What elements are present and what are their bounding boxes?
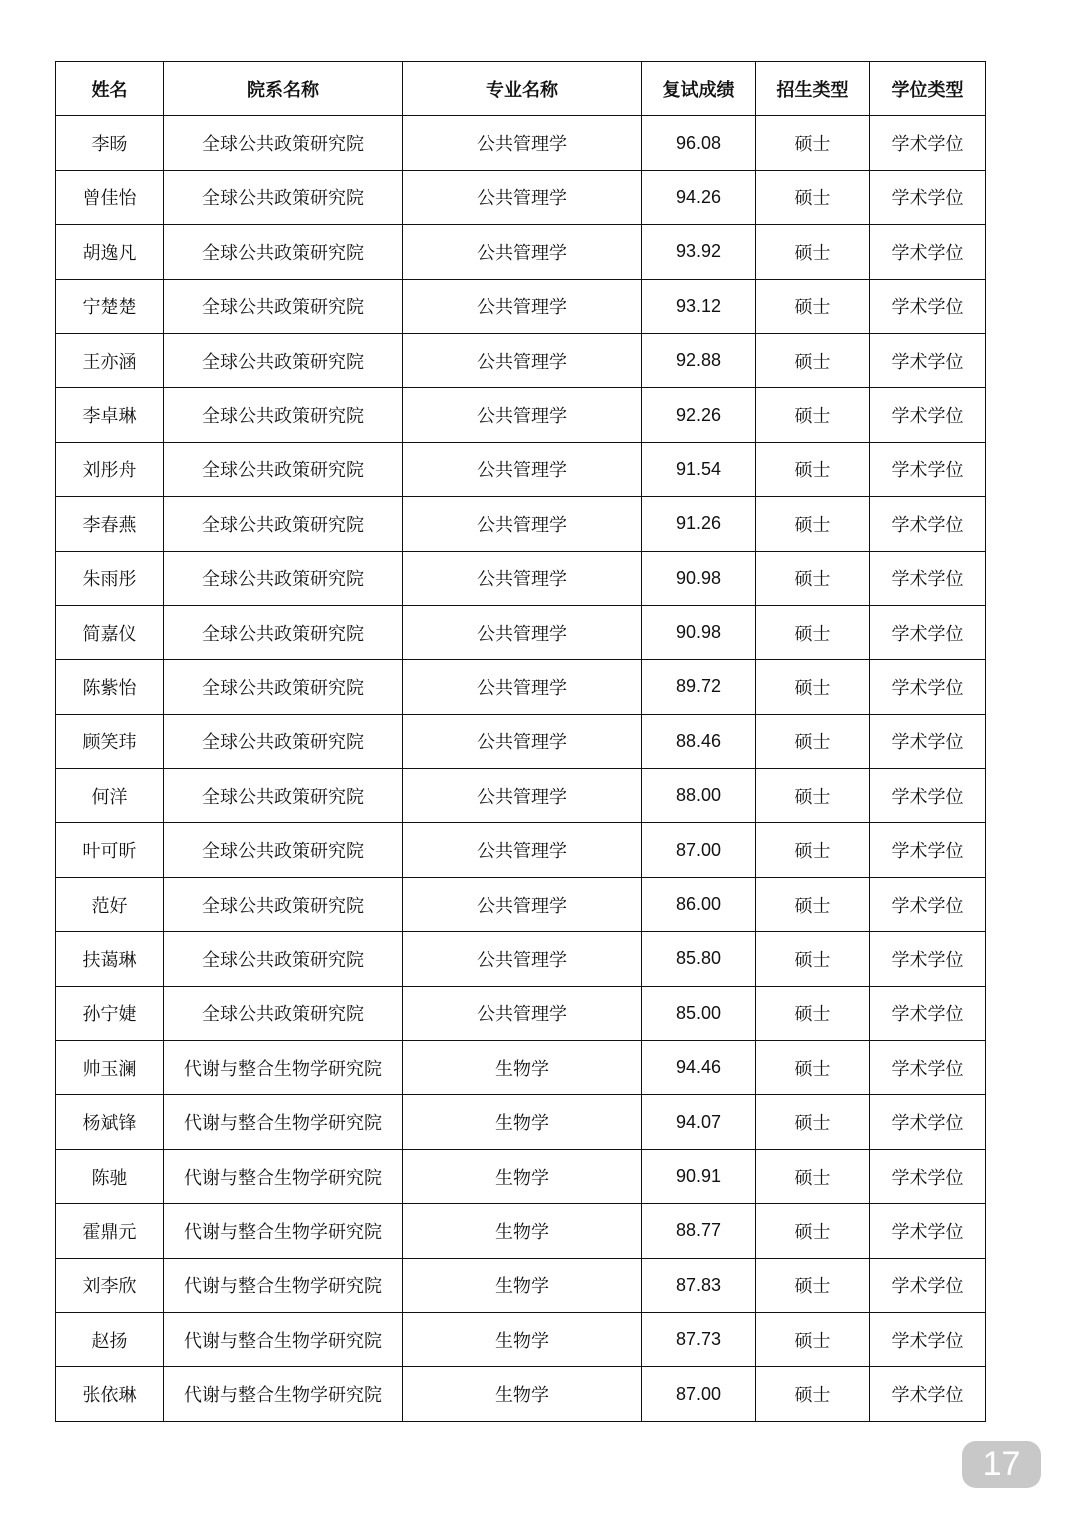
cell-department: 全球公共政策研究院: [164, 986, 403, 1040]
cell-retest-score: 91.26: [642, 497, 756, 551]
cell-degree-type: 学术学位: [870, 1095, 986, 1149]
cell-degree-type: 学术学位: [870, 877, 986, 931]
cell-department: 代谢与整合生物学研究院: [164, 1149, 403, 1203]
cell-major: 公共管理学: [403, 605, 642, 659]
cell-major: 生物学: [403, 1258, 642, 1312]
admission-score-table: [55, 61, 986, 1422]
cell-name: 陈驰: [56, 1149, 164, 1203]
cell-enrollment-type: 硕士: [756, 1204, 870, 1258]
cell-retest-score: 88.77: [642, 1204, 756, 1258]
table-row: [56, 279, 986, 333]
cell-name: 霍鼎元: [56, 1204, 164, 1258]
table-header-row: [56, 62, 986, 116]
cell-enrollment-type: 硕士: [756, 333, 870, 387]
cell-major: 公共管理学: [403, 932, 642, 986]
cell-degree-type: 学术学位: [870, 605, 986, 659]
table-row: [56, 551, 986, 605]
cell-retest-score: 96.08: [642, 116, 756, 170]
cell-department: 全球公共政策研究院: [164, 333, 403, 387]
cell-enrollment-type: 硕士: [756, 1312, 870, 1366]
cell-department: 全球公共政策研究院: [164, 660, 403, 714]
table-row: [56, 660, 986, 714]
table-row: [56, 1149, 986, 1203]
cell-retest-score: 94.46: [642, 1041, 756, 1095]
cell-department: 全球公共政策研究院: [164, 116, 403, 170]
cell-enrollment-type: 硕士: [756, 388, 870, 442]
cell-retest-score: 93.92: [642, 225, 756, 279]
cell-enrollment-type: 硕士: [756, 279, 870, 333]
cell-retest-score: 90.98: [642, 605, 756, 659]
cell-enrollment-type: 硕士: [756, 116, 870, 170]
cell-degree-type: 学术学位: [870, 1312, 986, 1366]
cell-department: 代谢与整合生物学研究院: [164, 1041, 403, 1095]
cell-department: 全球公共政策研究院: [164, 823, 403, 877]
table-body: [56, 116, 986, 1421]
cell-major: 生物学: [403, 1204, 642, 1258]
cell-name: 何洋: [56, 769, 164, 823]
header-enrollment-type: 招生类型: [756, 62, 870, 116]
cell-department: 全球公共政策研究院: [164, 877, 403, 931]
cell-name: 曾佳怡: [56, 170, 164, 224]
cell-retest-score: 88.46: [642, 714, 756, 768]
table-row: [56, 116, 986, 170]
cell-name: 胡逸凡: [56, 225, 164, 279]
table-row: [56, 1312, 986, 1366]
cell-retest-score: 93.12: [642, 279, 756, 333]
table-row: [56, 932, 986, 986]
table-row: [56, 986, 986, 1040]
cell-name: 扶蔼琳: [56, 932, 164, 986]
cell-major: 公共管理学: [403, 442, 642, 496]
cell-department: 全球公共政策研究院: [164, 442, 403, 496]
table-row: [56, 1258, 986, 1312]
page-number-badge: 17: [962, 1441, 1041, 1488]
cell-name: 刘李欣: [56, 1258, 164, 1312]
cell-degree-type: 学术学位: [870, 551, 986, 605]
cell-name: 张依琳: [56, 1367, 164, 1421]
cell-enrollment-type: 硕士: [756, 442, 870, 496]
cell-degree-type: 学术学位: [870, 660, 986, 714]
cell-major: 生物学: [403, 1312, 642, 1366]
cell-degree-type: 学术学位: [870, 170, 986, 224]
cell-enrollment-type: 硕士: [756, 170, 870, 224]
cell-degree-type: 学术学位: [870, 442, 986, 496]
cell-retest-score: 88.00: [642, 769, 756, 823]
cell-department: 全球公共政策研究院: [164, 170, 403, 224]
table-row: [56, 714, 986, 768]
cell-department: 全球公共政策研究院: [164, 932, 403, 986]
cell-retest-score: 87.73: [642, 1312, 756, 1366]
cell-name: 杨斌锋: [56, 1095, 164, 1149]
cell-name: 陈紫怡: [56, 660, 164, 714]
cell-name: 孙宁婕: [56, 986, 164, 1040]
table-row: [56, 225, 986, 279]
header-degree-type: 学位类型: [870, 62, 986, 116]
cell-retest-score: 89.72: [642, 660, 756, 714]
cell-major: 公共管理学: [403, 388, 642, 442]
cell-degree-type: 学术学位: [870, 1204, 986, 1258]
table-row: [56, 170, 986, 224]
cell-major: 公共管理学: [403, 714, 642, 768]
cell-name: 刘彤舟: [56, 442, 164, 496]
cell-name: 赵扬: [56, 1312, 164, 1366]
cell-degree-type: 学术学位: [870, 714, 986, 768]
cell-retest-score: 90.98: [642, 551, 756, 605]
header-major: 专业名称: [403, 62, 642, 116]
cell-retest-score: 87.00: [642, 823, 756, 877]
cell-department: 全球公共政策研究院: [164, 551, 403, 605]
cell-name: 李旸: [56, 116, 164, 170]
table-row: [56, 1367, 986, 1421]
cell-department: 代谢与整合生物学研究院: [164, 1095, 403, 1149]
cell-major: 生物学: [403, 1149, 642, 1203]
cell-enrollment-type: 硕士: [756, 1149, 870, 1203]
cell-name: 范好: [56, 877, 164, 931]
cell-name: 帅玉澜: [56, 1041, 164, 1095]
cell-degree-type: 学术学位: [870, 769, 986, 823]
cell-major: 公共管理学: [403, 225, 642, 279]
cell-enrollment-type: 硕士: [756, 1041, 870, 1095]
table-row: [56, 333, 986, 387]
cell-major: 公共管理学: [403, 986, 642, 1040]
cell-degree-type: 学术学位: [870, 986, 986, 1040]
cell-retest-score: 94.07: [642, 1095, 756, 1149]
cell-name: 叶可昕: [56, 823, 164, 877]
cell-major: 生物学: [403, 1041, 642, 1095]
cell-degree-type: 学术学位: [870, 225, 986, 279]
cell-department: 代谢与整合生物学研究院: [164, 1367, 403, 1421]
cell-retest-score: 86.00: [642, 877, 756, 931]
cell-retest-score: 94.26: [642, 170, 756, 224]
cell-enrollment-type: 硕士: [756, 769, 870, 823]
cell-degree-type: 学术学位: [870, 279, 986, 333]
cell-retest-score: 90.91: [642, 1149, 756, 1203]
cell-department: 全球公共政策研究院: [164, 769, 403, 823]
cell-enrollment-type: 硕士: [756, 660, 870, 714]
cell-enrollment-type: 硕士: [756, 497, 870, 551]
cell-degree-type: 学术学位: [870, 333, 986, 387]
table-row: [56, 442, 986, 496]
cell-name: 李卓琳: [56, 388, 164, 442]
cell-retest-score: 92.26: [642, 388, 756, 442]
cell-major: 公共管理学: [403, 279, 642, 333]
table-row: [56, 1041, 986, 1095]
cell-major: 公共管理学: [403, 769, 642, 823]
cell-department: 代谢与整合生物学研究院: [164, 1312, 403, 1366]
cell-name: 朱雨彤: [56, 551, 164, 605]
cell-major: 公共管理学: [403, 823, 642, 877]
cell-department: 全球公共政策研究院: [164, 225, 403, 279]
cell-name: 宁楚楚: [56, 279, 164, 333]
cell-retest-score: 85.00: [642, 986, 756, 1040]
cell-degree-type: 学术学位: [870, 116, 986, 170]
cell-department: 全球公共政策研究院: [164, 388, 403, 442]
cell-major: 公共管理学: [403, 551, 642, 605]
cell-major: 公共管理学: [403, 877, 642, 931]
cell-name: 简嘉仪: [56, 605, 164, 659]
table-row: [56, 1204, 986, 1258]
cell-major: 公共管理学: [403, 333, 642, 387]
header-retest-score: 复试成绩: [642, 62, 756, 116]
cell-major: 公共管理学: [403, 116, 642, 170]
header-name: 姓名: [56, 62, 164, 116]
cell-enrollment-type: 硕士: [756, 1367, 870, 1421]
cell-enrollment-type: 硕士: [756, 714, 870, 768]
cell-name: 顾笑玮: [56, 714, 164, 768]
cell-retest-score: 85.80: [642, 932, 756, 986]
cell-name: 李春燕: [56, 497, 164, 551]
table-row: [56, 497, 986, 551]
cell-degree-type: 学术学位: [870, 1149, 986, 1203]
cell-enrollment-type: 硕士: [756, 986, 870, 1040]
cell-degree-type: 学术学位: [870, 932, 986, 986]
cell-department: 全球公共政策研究院: [164, 279, 403, 333]
cell-degree-type: 学术学位: [870, 823, 986, 877]
cell-degree-type: 学术学位: [870, 497, 986, 551]
table-row: [56, 769, 986, 823]
table-row: [56, 605, 986, 659]
cell-department: 全球公共政策研究院: [164, 497, 403, 551]
cell-enrollment-type: 硕士: [756, 1258, 870, 1312]
cell-retest-score: 91.54: [642, 442, 756, 496]
cell-department: 全球公共政策研究院: [164, 605, 403, 659]
cell-retest-score: 92.88: [642, 333, 756, 387]
header-department: 院系名称: [164, 62, 403, 116]
table-row: [56, 823, 986, 877]
table-row: [56, 877, 986, 931]
table-row: [56, 1095, 986, 1149]
cell-enrollment-type: 硕士: [756, 823, 870, 877]
cell-department: 代谢与整合生物学研究院: [164, 1204, 403, 1258]
cell-enrollment-type: 硕士: [756, 605, 870, 659]
cell-major: 公共管理学: [403, 660, 642, 714]
cell-degree-type: 学术学位: [870, 1041, 986, 1095]
cell-department: 代谢与整合生物学研究院: [164, 1258, 403, 1312]
cell-retest-score: 87.00: [642, 1367, 756, 1421]
cell-major: 公共管理学: [403, 497, 642, 551]
cell-department: 全球公共政策研究院: [164, 714, 403, 768]
cell-degree-type: 学术学位: [870, 1367, 986, 1421]
cell-enrollment-type: 硕士: [756, 932, 870, 986]
cell-major: 公共管理学: [403, 170, 642, 224]
cell-major: 生物学: [403, 1367, 642, 1421]
cell-enrollment-type: 硕士: [756, 225, 870, 279]
cell-major: 生物学: [403, 1095, 642, 1149]
cell-name: 王亦涵: [56, 333, 164, 387]
cell-enrollment-type: 硕士: [756, 1095, 870, 1149]
cell-degree-type: 学术学位: [870, 388, 986, 442]
cell-retest-score: 87.83: [642, 1258, 756, 1312]
cell-enrollment-type: 硕士: [756, 877, 870, 931]
cell-enrollment-type: 硕士: [756, 551, 870, 605]
table-row: [56, 388, 986, 442]
cell-degree-type: 学术学位: [870, 1258, 986, 1312]
